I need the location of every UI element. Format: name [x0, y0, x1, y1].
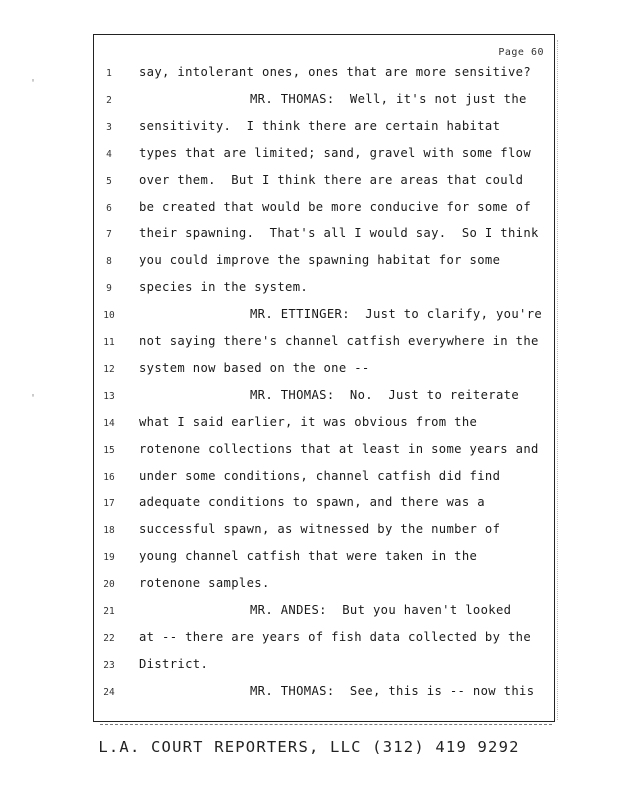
page-number: Page 60 [498, 47, 544, 58]
transcript-line [0, 414, 618, 441]
line-number: 21 [103, 606, 115, 617]
line-text: say, intolerant ones, ones that are more sensitive? [139, 65, 532, 79]
transcript-line [0, 225, 618, 252]
line-number: 15 [103, 444, 115, 456]
footer-reporter-info: L.A. COURT REPORTERS, LLC (312) 419 9292 [98, 738, 520, 756]
line-number: 10 [103, 310, 115, 322]
line-text: what I said earlier, it was obvious from the [139, 414, 478, 429]
line-number: 2 [106, 94, 112, 106]
line-number: 18 [103, 525, 115, 537]
line-text: under some conditions, channel catfish did find [139, 468, 501, 483]
line-number: 4 [106, 148, 112, 160]
line-text: young channel catfish that were taken in the [139, 549, 478, 564]
line-text: at -- there are years of fish data collected by the [139, 629, 532, 644]
line-text: their spawning. That's all I would say. So I think [139, 226, 539, 241]
line-number: 3 [106, 121, 112, 133]
line-text: species in the system. [139, 280, 309, 295]
line-number: 12 [103, 363, 115, 375]
line-text: MR. THOMAS: Well, it's not just the [250, 91, 527, 106]
line-number: 8 [106, 256, 112, 268]
transcript-line [0, 441, 618, 468]
margin-mark: ' [30, 78, 37, 89]
transcript-line [0, 387, 618, 414]
transcript-line [0, 494, 618, 521]
line-text: rotenone samples. [139, 576, 270, 591]
transcript-line [0, 118, 618, 145]
line-text: MR. THOMAS: No. Just to reiterate [250, 387, 520, 402]
line-text: rotenone collections that at least in some years and [139, 441, 539, 456]
line-text: not saying there's channel catfish everywhere in the [139, 334, 539, 348]
line-number: 20 [103, 579, 115, 591]
transcript-line [0, 64, 618, 91]
line-text: sensitivity. I think there are certain habitat [139, 118, 501, 133]
transcript-line [0, 145, 618, 172]
line-text: you could improve the spawning habitat for some [139, 253, 501, 268]
transcript-line [0, 629, 618, 656]
line-number: 5 [106, 175, 112, 187]
line-text: MR. ETTINGER: Just to clarify, you're [250, 307, 543, 322]
line-text: successful spawn, as witnessed by the number of [139, 522, 501, 537]
bottom-rule [100, 724, 552, 725]
line-number: 17 [103, 498, 115, 510]
line-number: 9 [106, 283, 112, 295]
transcript-line [0, 548, 618, 575]
transcript-line [0, 306, 618, 333]
transcript-line [0, 252, 618, 279]
line-text: over them. But I think there are areas that could [139, 172, 524, 187]
transcript-line [0, 602, 618, 629]
line-number: 6 [106, 202, 112, 214]
transcript-line [0, 521, 618, 548]
transcript-line [0, 172, 618, 199]
line-number: 24 [103, 686, 115, 698]
line-text: MR. ANDES: But you haven't looked [250, 603, 512, 617]
transcript-line [0, 656, 618, 683]
transcript-line [0, 683, 618, 710]
line-text: District. [139, 656, 209, 671]
transcript-line [0, 279, 618, 306]
line-number: 1 [106, 68, 112, 79]
line-number: 23 [103, 659, 115, 671]
line-text: types that are limited; sand, gravel with some flow [139, 145, 532, 160]
line-number: 19 [103, 552, 115, 564]
line-text: adequate conditions to spawn, and there was a [139, 495, 485, 510]
line-number: 16 [103, 471, 115, 483]
transcript-line [0, 360, 618, 387]
transcript-line [0, 91, 618, 118]
line-number: 7 [106, 229, 112, 241]
transcript-line [0, 468, 618, 495]
margin-mark: ' [30, 393, 37, 404]
transcript-line [0, 575, 618, 602]
transcript-line [0, 333, 618, 360]
line-number: 14 [103, 417, 115, 429]
line-text: MR. THOMAS: See, this is -- now this [250, 683, 535, 698]
line-text: be created that would be more conducive for some of [139, 199, 532, 214]
line-text: system now based on the one -- [139, 360, 370, 375]
line-number: 11 [103, 337, 115, 348]
transcript-line [0, 199, 618, 226]
line-number: 13 [103, 390, 115, 402]
line-number: 22 [103, 632, 115, 644]
